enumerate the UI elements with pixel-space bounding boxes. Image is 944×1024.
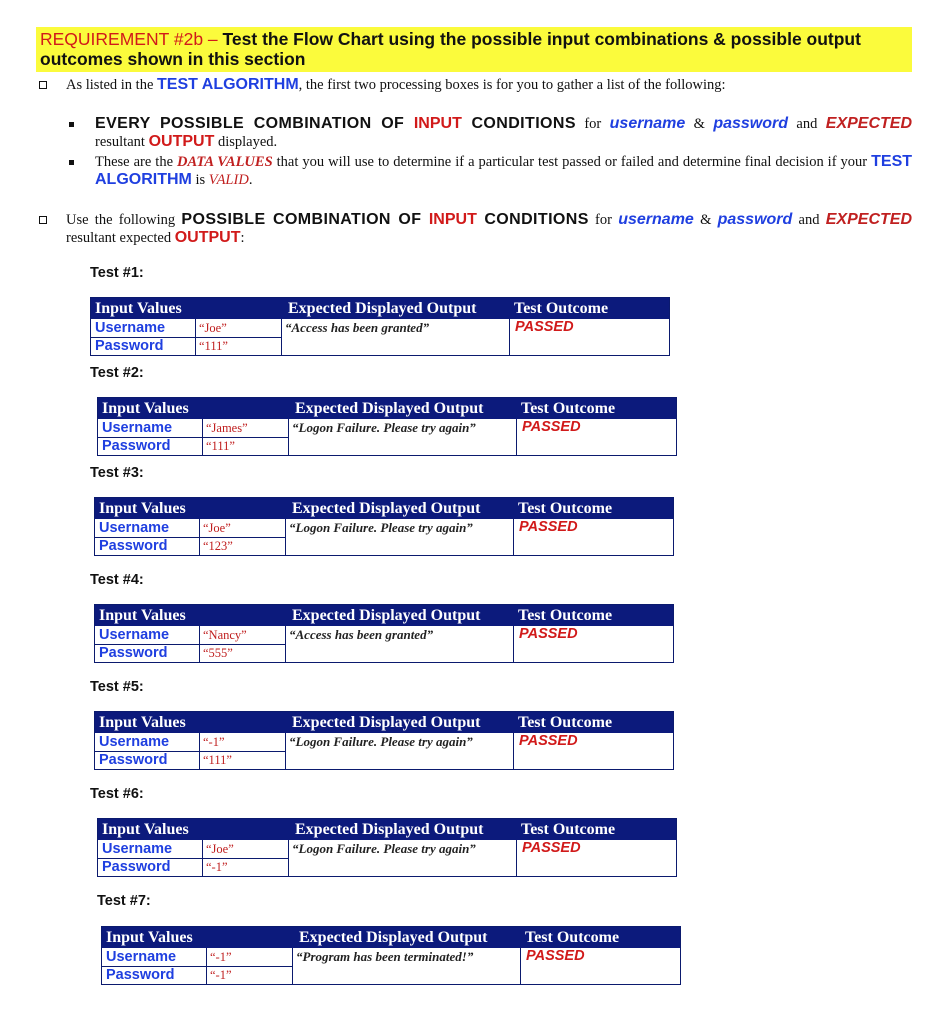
keyword-input: INPUT: [413, 115, 462, 132]
password-value: “-1”: [206, 860, 228, 874]
test-label-2: Test #2:: [90, 365, 144, 381]
header-expected-output: Expected Displayed Output: [299, 929, 488, 946]
text: and: [788, 116, 826, 132]
password-label: Password: [99, 645, 168, 661]
divider: [288, 840, 289, 876]
username-label: Username: [99, 627, 170, 643]
requirement-title: Test the Flow Chart using the possible input combinations & possible output outcomes shown in this section: [40, 29, 861, 69]
divider: [513, 519, 514, 555]
divider: [288, 419, 289, 455]
paragraph-test-algorithm: [66, 76, 912, 94]
username-label: Username: [102, 841, 173, 857]
test-label-4: Test #4:: [90, 572, 144, 588]
test-label-3: Test #3:: [90, 465, 144, 481]
test-table-5: [94, 711, 674, 770]
header-expected-output: Expected Displayed Output: [292, 607, 481, 624]
divider: [292, 948, 293, 984]
password-value: “-1”: [210, 968, 232, 982]
test-outcome: PASSED: [519, 626, 578, 642]
keyword-valid: VALID: [208, 172, 249, 188]
text: Use the following: [66, 212, 182, 228]
divider: [285, 519, 286, 555]
text: resultant: [95, 134, 149, 150]
keyword-test-algorithm: TEST ALGORITHM: [157, 76, 299, 93]
divider: [513, 733, 514, 769]
divider: [516, 840, 517, 876]
password-label: Password: [102, 859, 171, 875]
text: These are the: [95, 154, 178, 170]
test-outcome: PASSED: [522, 840, 581, 856]
test-table-header: [95, 712, 673, 733]
username-label: Username: [99, 734, 170, 750]
divider: [285, 626, 286, 662]
username-value: “Nancy”: [203, 628, 247, 642]
keyword-password: password: [713, 115, 789, 132]
bullet-data-values: [95, 153, 912, 189]
header-test-outcome: Test Outcome: [521, 821, 616, 838]
header-input-values: Input Values: [99, 714, 186, 731]
expected-output: “Access has been granted”: [285, 320, 430, 335]
test-table-7: [101, 926, 681, 985]
username-label: Username: [99, 520, 170, 536]
password-label: Password: [106, 967, 175, 983]
text: As listed in the: [66, 77, 158, 93]
test-label-1: Test #1:: [90, 265, 144, 281]
header-input-values: Input Values: [106, 929, 193, 946]
test-table-2: [97, 397, 677, 456]
test-table-1: [90, 297, 670, 356]
expected-output: “Logon Failure. Please try again”: [289, 734, 473, 749]
header-expected-output: Expected Displayed Output: [295, 821, 484, 838]
keyword-username: username: [609, 115, 686, 132]
header-input-values: Input Values: [99, 500, 186, 517]
divider: [281, 319, 282, 355]
test-table-6: [97, 818, 677, 877]
test-table-header: [95, 498, 673, 519]
header-input-values: Input Values: [99, 607, 186, 624]
keyword-data-values: DATA VALUES: [177, 154, 273, 170]
password-label: Password: [99, 538, 168, 554]
expected-output: “Program has been terminated!”: [296, 949, 474, 964]
test-outcome: PASSED: [522, 419, 581, 435]
header-expected-output: Expected Displayed Output: [292, 500, 481, 517]
text: EVERY POSSIBLE COMBINATION OF: [95, 115, 414, 132]
header-test-outcome: Test Outcome: [518, 607, 613, 624]
username-label: Username: [102, 420, 173, 436]
test-table-header: [95, 605, 673, 626]
keyword-test-algorithm: TEST ALGORITHM: [95, 153, 913, 188]
test-outcome: PASSED: [515, 319, 574, 335]
text: is: [191, 172, 209, 188]
test-label-6: Test #6:: [90, 786, 144, 802]
requirement-heading: [36, 27, 912, 72]
keyword-expected: EXPECTED: [825, 115, 913, 132]
keyword-username: username: [618, 211, 694, 228]
test-label-7: Test #7:: [97, 893, 151, 909]
text: and: [792, 212, 826, 228]
text: for: [588, 212, 619, 228]
header-input-values: Input Values: [102, 400, 189, 417]
expected-output: “Logon Failure. Please try again”: [292, 420, 476, 435]
header-input-values: Input Values: [95, 300, 182, 317]
header-expected-output: Expected Displayed Output: [292, 714, 481, 731]
keyword-expected: EXPECTED: [825, 211, 912, 228]
divider: [509, 319, 510, 355]
username-label: Username: [95, 320, 166, 336]
text: CONDITIONS: [461, 115, 576, 132]
test-table-header: [98, 819, 676, 840]
text: &: [685, 116, 714, 132]
username-value: “-1”: [210, 950, 232, 964]
test-table-header: [102, 927, 680, 948]
expected-output: “Access has been granted”: [289, 627, 434, 642]
password-value: “111”: [203, 753, 232, 767]
test-table-4: [94, 604, 674, 663]
password-label: Password: [99, 752, 168, 768]
text: &: [693, 212, 718, 228]
square-bullet-icon: [69, 160, 74, 165]
header-test-outcome: Test Outcome: [525, 929, 620, 946]
text: resultant expected: [66, 230, 175, 246]
header-test-outcome: Test Outcome: [514, 300, 609, 317]
password-value: “111”: [199, 339, 228, 353]
test-table-header: [98, 398, 676, 419]
paragraph-possible-combination: [66, 211, 912, 247]
square-bullet-icon: [69, 122, 74, 127]
divider: [285, 733, 286, 769]
divider: [520, 948, 521, 984]
header-input-values: Input Values: [102, 821, 189, 838]
password-value: “555”: [203, 646, 233, 660]
username-value: “Joe”: [206, 842, 234, 856]
username-value: “-1”: [203, 735, 225, 749]
checkbox-bullet-icon: [39, 81, 47, 89]
test-table-3: [94, 497, 674, 556]
header-expected-output: Expected Displayed Output: [295, 400, 484, 417]
username-value: “Joe”: [203, 521, 231, 535]
password-value: “123”: [203, 539, 233, 553]
text: that you will use to determine if a particular test passed or failed and determine final decision if your: [272, 154, 872, 170]
requirement-number: REQUIREMENT #2b –: [40, 29, 218, 49]
keyword-password: password: [717, 211, 793, 228]
divider: [513, 626, 514, 662]
text: for: [575, 116, 610, 132]
divider: [516, 419, 517, 455]
username-label: Username: [106, 949, 177, 965]
keyword-output: OUTPUT: [148, 133, 215, 150]
test-label-5: Test #5:: [90, 679, 144, 695]
username-value: “James”: [206, 421, 248, 435]
keyword-output: OUTPUT: [174, 229, 241, 246]
checkbox-bullet-icon: [39, 216, 47, 224]
test-outcome: PASSED: [526, 948, 585, 964]
test-outcome: PASSED: [519, 733, 578, 749]
expected-output: “Logon Failure. Please try again”: [289, 520, 473, 535]
password-label: Password: [102, 438, 171, 454]
password-value: “111”: [206, 439, 235, 453]
header-test-outcome: Test Outcome: [518, 500, 613, 517]
header-expected-output: Expected Displayed Output: [288, 300, 477, 317]
text: displayed.: [214, 134, 278, 150]
password-label: Password: [95, 338, 164, 354]
header-test-outcome: Test Outcome: [518, 714, 613, 731]
text: CONDITIONS: [476, 211, 589, 228]
text: POSSIBLE COMBINATION OF: [181, 211, 429, 228]
test-table-header: [91, 298, 669, 319]
keyword-input: INPUT: [428, 211, 477, 228]
header-test-outcome: Test Outcome: [521, 400, 616, 417]
expected-output: “Logon Failure. Please try again”: [292, 841, 476, 856]
text: , the first two processing boxes is for you to gather a list of the following:: [298, 77, 726, 93]
username-value: “Joe”: [199, 321, 227, 335]
test-outcome: PASSED: [519, 519, 578, 535]
bullet-every-combination: [95, 115, 912, 151]
text: .: [248, 172, 253, 188]
text: :: [240, 230, 245, 246]
